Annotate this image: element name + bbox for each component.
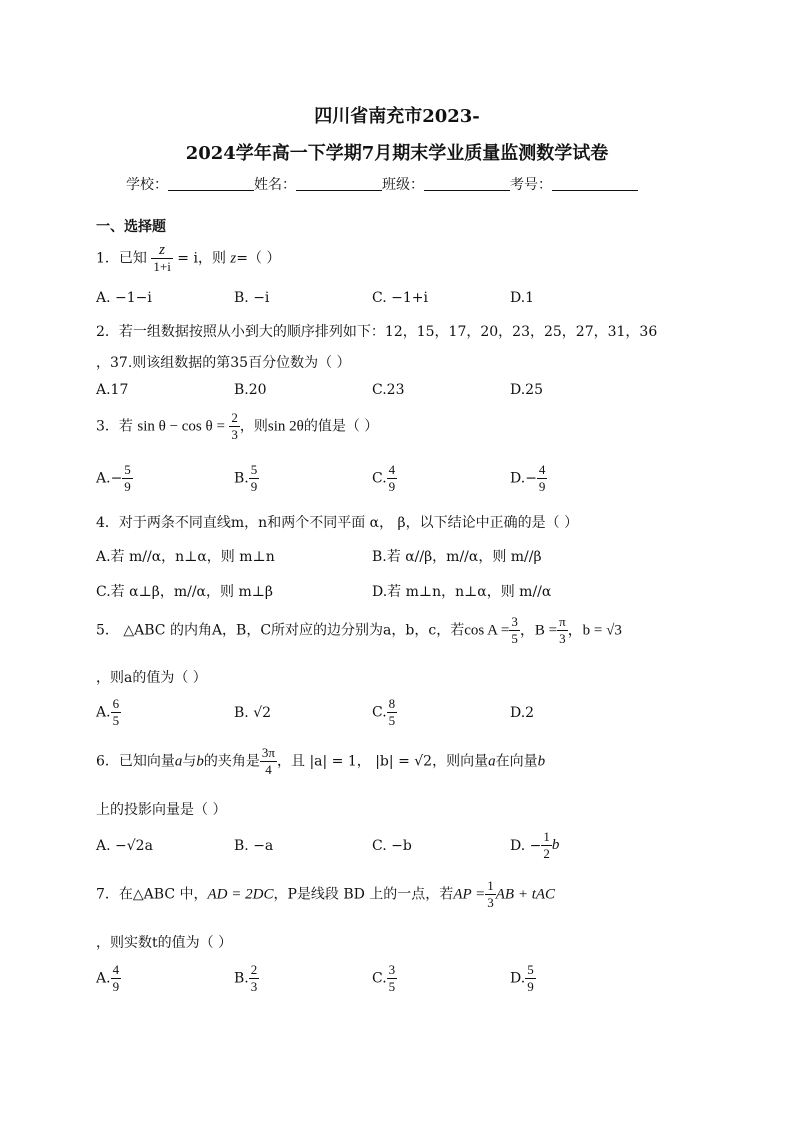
question-5 [96,614,622,647]
q3-frac-den: 3 [231,427,238,442]
q6-vec-a: a [174,753,183,770]
q7-c-num: 3 [388,962,396,977]
q3-b-frac [249,462,260,495]
q3-d-frac [537,462,548,495]
q5-cosA: cos A = [464,622,510,639]
q5-option-d[interactable]: D.2 [510,705,535,721]
q7-b-frac [249,962,260,995]
q7-b-num: 2 [250,962,258,977]
q3-end: 的值是（ ） [303,418,379,435]
q5-c-label: C. [372,704,387,721]
q3-b-label: B. [234,470,249,487]
q3-option-a[interactable] [96,462,133,495]
q4-option-c[interactable]: C.若 α⊥β，m//α，则 m⊥β [96,584,273,600]
q3-c-frac [387,462,398,495]
q2-option-c[interactable]: C.23 [372,382,405,398]
q4-option-a[interactable]: A.若 m//α，n⊥α，则 m⊥n [96,549,275,565]
q5-a-frac [111,696,122,729]
class-blank[interactable] [424,176,510,191]
q3-a-den: 9 [124,479,131,494]
q7-a-num: 4 [112,962,120,977]
q1-frac-num: z [151,242,172,259]
q7-d-num: 5 [527,962,534,977]
q3-option-c[interactable] [372,462,397,495]
q2-option-d[interactable]: D.25 [510,382,543,398]
q5-c-num: 8 [388,696,396,711]
q5-a-label: A. [96,704,111,721]
q5-cos-num: 3 [511,614,518,629]
q7-rest: AB + tAC [495,886,556,903]
q5-option-c[interactable] [372,696,397,729]
q3-d-num: 4 [538,462,546,477]
q7-pre: 7．在△ABC 中， [96,886,208,903]
question-3 [96,410,378,443]
class-label: 班级： [382,177,424,193]
question-1 [96,242,280,275]
q5-pre: 5． △ABC 的内角A，B，C所对应的边分别为a，b，c，若 [96,622,465,639]
q6-vec-b: b [196,753,204,770]
q1-fraction [151,242,172,275]
q5-B-num: π [559,614,566,629]
q6-ang-num: 3π [261,745,275,760]
q3-d-den: 9 [538,479,546,494]
q5-B: ，B = [519,622,558,639]
question-7 [96,878,555,911]
q7-option-b[interactable] [234,962,259,995]
q7-c-frac [387,962,398,995]
question-7-line2: ，则实数t的值为（ ） [96,935,233,951]
q6-d-frac [541,829,552,862]
q3-d-sign: − [525,470,537,487]
q3-d-label: D. [510,470,526,487]
q7-AP: AP = [453,886,486,903]
q6-angle-frac [260,745,277,778]
q3-c-num: 4 [388,462,396,477]
question-5-line2: ，则a的值为（ ） [96,670,207,686]
q3-fraction [229,410,240,443]
q1-end: =（ ） [236,250,281,267]
q6-d-num: 1 [543,829,550,844]
q7-d-den: 9 [527,979,534,994]
q6-pre: 6．已知向量 [96,753,175,770]
q1-option-d[interactable]: D.1 [510,290,535,306]
q6-ang-den: 4 [265,762,272,777]
q6-vec-a2: a [488,753,496,770]
question-2-line1: 2．若一组数据按照从小到大的顺序排列如下：12，15，17，20，23，25，27，31，36 [96,324,658,340]
q3-frac-num: 2 [231,410,238,425]
q5-cos-frac [509,614,520,647]
q5-c-den: 5 [388,713,396,728]
q1-mid: = i，则 [177,250,226,267]
q7-option-d[interactable] [510,962,536,995]
q7-den: 3 [487,895,494,910]
q5-option-a[interactable] [96,696,121,729]
q3-c-label: C. [372,470,387,487]
q2-option-a[interactable]: A.17 [96,382,129,398]
q5-cos-den: 5 [511,631,518,646]
q7-option-c[interactable] [372,962,397,995]
q6-angle: 的夹角是 [203,753,260,770]
q3-a-num: 5 [124,462,131,477]
q7-a-frac [111,962,122,995]
q7-b-den: 3 [250,979,258,994]
q6-option-a[interactable]: A. −√2a [96,838,153,854]
q1-option-a[interactable]: A. −1−i [96,290,152,306]
question-4: 4．对于两条不同直线m，n和两个不同平面 α， β，以下结论中正确的是（ ） [96,515,579,531]
number-blank[interactable] [552,176,638,191]
q3-mid: ，则 [239,418,268,435]
q5-a-num: 6 [112,696,120,711]
q7-a-den: 9 [112,979,120,994]
q3-a-frac [122,462,133,495]
q5-a-den: 5 [112,713,120,728]
q5-option-b[interactable] [234,705,271,721]
exam-title-line1: 四川省南充市2023- [314,106,480,127]
q1-z: z [230,250,237,267]
q1-option-b[interactable]: B. −i [234,290,270,306]
question-6 [96,745,545,778]
q6-option-b[interactable]: B. −a [234,838,274,854]
q7-c-den: 5 [388,979,396,994]
q3-a-label: A. [96,470,111,487]
school-blank[interactable] [168,176,254,191]
q1-option-c[interactable]: C. −1+i [372,290,428,306]
q6-option-c[interactable]: C. −b [372,838,412,854]
q3-expr2: sin 2θ [267,418,304,435]
q7-d-frac [525,962,536,995]
q7-eq: AD = 2DC [207,886,274,903]
q4-option-d[interactable]: D.若 m⊥n，n⊥α，则 m//α [372,584,552,600]
q6-vec-b2: b [537,753,546,770]
q1-frac-den: 1+i [153,259,171,274]
section-heading: 一、选择题 [96,219,166,235]
name-label: 姓名： [254,177,296,193]
q3-b-num: 5 [250,462,258,477]
q7-b-label: B. [234,970,249,987]
q2-option-b[interactable]: B.20 [234,382,267,398]
q5-b: ，b = √3 [567,622,622,639]
q3-option-d[interactable] [510,462,547,495]
q7-frac [485,878,496,911]
q3-b-den: 9 [250,479,258,494]
q7-num: 1 [487,878,494,893]
q3-pre: 3．若 [96,418,133,435]
question-6-line2: 上的投影向量是（ ） [96,802,227,818]
q6-onto: 在向量 [495,753,538,770]
name-blank[interactable] [296,176,382,191]
q7-a-label: A. [96,970,111,987]
q6-d-den: 2 [543,846,550,861]
q6-cond: ，且 |a| = 1， |b| = √2，则向量 [277,753,489,770]
info-line [126,174,638,194]
number-label: 考号： [510,177,552,193]
q3-option-b[interactable] [234,462,259,495]
q3-a-sign: − [110,470,123,487]
school-label: 学校： [126,177,168,193]
q7-mid: ，P是线段 BD 上的一点，若 [273,886,454,903]
q3-expr: sin θ − cos θ = [137,418,225,435]
q6-d-label: D. − [510,837,542,854]
q6-d-vec: b [551,837,560,853]
q1-pre: 1．已知 [96,250,147,267]
q5-b-label: B. [234,705,249,721]
q6-with: 与 [182,753,197,770]
q7-d-label: D. [510,970,526,987]
q3-c-den: 9 [388,479,396,494]
question-2-line2: ，37.则该组数据的第35百分位数为（ ） [96,355,351,371]
q4-option-b[interactable]: B.若 α//β，m//α，则 m//β [372,549,542,565]
q5-B-den: 3 [559,631,566,646]
q5-b-text: √2 [253,705,272,721]
q7-option-a[interactable] [96,962,121,995]
q7-c-label: C. [372,970,387,987]
exam-title-line2: 2024学年高一下学期7月期末学业质量监测数学试卷 [185,143,609,164]
q5-c-frac [387,696,398,729]
q5-B-frac [557,614,568,647]
q6-option-d[interactable] [510,829,559,862]
